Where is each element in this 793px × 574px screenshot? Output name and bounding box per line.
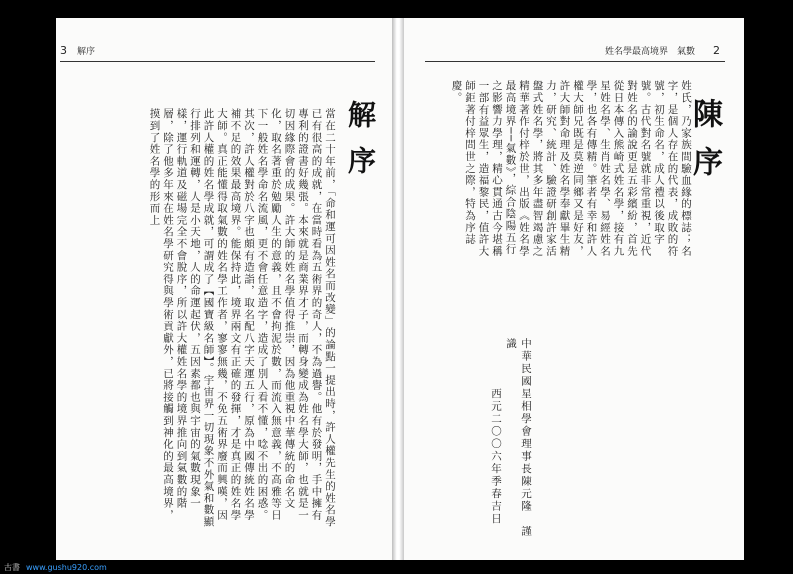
left-header-label: 解序 <box>77 46 96 57</box>
left-page-body: 當在二十年前，「命和運可因姓名而改變」的論點一提出時，許人權先生的姓名學已有很高的成就，在當時看為五術界的奇人，不為過譽。他有於發明，手中擁有專利的證書好幾張。本來就是商業界才子，而轉身變成為姓名學大師，也就是一切因緣際會的成果。許大師的姓名學值得推崇，因為他重視中華傳統的命名文化，取名著重於勉勵人生的意義，且不會拘泥於數，而流入無意義，不高雅等日下一般姓名學命名流風，更不會任意造字，造成了別人看不懂，唸不出的困惑。其次，許人權對於八字也頗有造詣，取名配八字天運五行，原為中國傳統姓名學補不足的效果最高境界。能保持此，境界兩文有正確的發揮，才是真正的姓名學大師。真正能懂得取氣數的姓名學工作者，寥寥無幾，不免五術界廢而興嘆，因此許人權的姓名學成就，可謂成了【國寶級名師】。宇宙界一切現象不外氣和數顯行排列和運轉，人是小天地，人的命運起伏，五因素都也與宇宙的氣數現象一樣，運行軌道及磁場完全不會脫序，所以許大權姓名學的境界推向到氣數的階層，除了他多年來在姓名學研究得與學術貢獻外，已將接觸到神化的最高境界，摸到了姓名學的形而上 <box>148 108 336 528</box>
signature-organization: 中華民國星相學會理事長陳元隆 謹識 <box>505 338 532 538</box>
right-page-header <box>605 40 720 60</box>
right-page-body: 姓氏，乃家族間驗血緣的標誌；名字，是個人存在的代表，成敗的符號，初生命名，成人禮以後取字號。古代對名號就非常重視，近代對姓名的論說更是五彩繽紛，首先從日本傳入熊崎式姓名學，接有九星姓名學、生肖姓名學、易經姓名學，也各有傳精。筆者有幸和許人權大師兄既是莫逆同鄉又是好友，許大師對命理及姓名學奉獻畢生精力，研究、統計、驗證研創許家活盤式姓名學，將其多年盡智竭慮之精華著作付梓於世，出版《姓名學最高境界──氣數》，綜合陰陽五行之影響力學理，精心貫通古今堪稱一部有益眾生，造福黎民，值許大師鉅著付梓問世之際，特為序誌慶。 <box>450 80 692 257</box>
right-page-title: 陳序 <box>687 98 722 194</box>
right-page-number: 2 <box>713 43 721 57</box>
left-header-rule <box>60 61 375 62</box>
right-header-rule <box>425 61 725 62</box>
signature-date: 西元二〇〇六年季春吉日 <box>490 388 502 526</box>
left-page-title: 解序 <box>344 100 377 192</box>
left-page-header <box>60 40 95 60</box>
right-header-label: 姓名學最高境界 氣數 <box>605 46 696 57</box>
footer-prefix: 古書 <box>4 562 20 572</box>
book-gutter <box>392 18 404 566</box>
left-page-number: 3 <box>60 43 67 57</box>
watermark-footer <box>0 560 793 574</box>
footer-site-link[interactable]: www.gushu920.com <box>26 562 107 572</box>
